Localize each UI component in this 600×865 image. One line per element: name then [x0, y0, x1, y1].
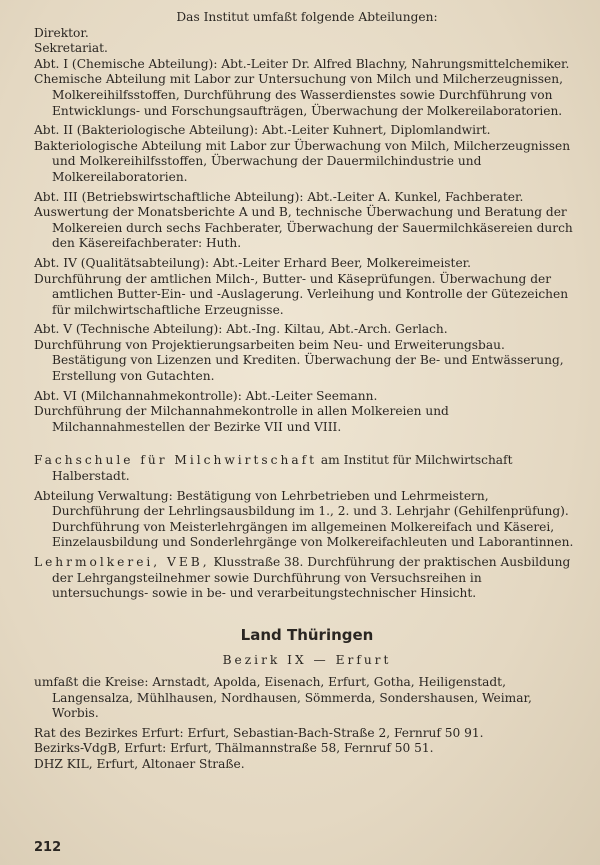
address-dhz: DHZ KIL, Erfurt, Altonaer Straße.: [34, 756, 245, 771]
abt-6-title: Abt. VI (Milchannahmekontrolle): Abt.-Leiter Seemann.: [34, 388, 378, 403]
spacer: [34, 439, 580, 453]
abt-1-desc: Chemische Abteilung mit Labor zur Untersuchung von Milch und Milcherzeugnissen, Molkereihilfsstoffen, Durchführung des Wasserdienstes sowie Durchführung von Entwicklungs- und Forschungsaufträgen, Überwachung der Molkereilaboratorien.: [34, 72, 563, 118]
verwaltung-paragraph: Abteilung Verwaltung: Bestätigung von Lehrbetrieben und Lehrmeistern, Durchführung der Lehrlingsausbildung im 1., 2. und 3. Lehrjahr (Gehilfenprüfung). Durchführung von Meisterlehrgängen im allgemeinen Molkereifach und Käserei, Einzelausbildung und Sonderlehrgänge von Molkereifachleuten und Laborantinnen.: [34, 488, 574, 550]
abt-6-desc: Durchführung der Milchannahmekontrolle in allen Molkereien und Milchannahmestellen der Bezirke VII und VIII.: [34, 404, 449, 434]
abt-5-desc: Durchführung von Projektierungsarbeiten beim Neu- und Erweiterungsbau. Bestätigung von Lizenzen und Krediten. Überwachung der Be- und Entwässerung, Erstellung von Gutachten.: [34, 337, 564, 384]
abt-2-desc: Bakteriologische Abteilung mit Labor zur Überwachung von Milch, Milcherzeugnissen und Molkereihilfsstoffen, Überwachung der Dauermilchindustrie und Molkereilaboratorien.: [34, 138, 571, 184]
abt-2-title: Abt. II (Bakteriologische Abteilung): Abt.-Leiter Kuhnert, Diplomlandwirt.: [34, 123, 491, 138]
abt-5-title: Abt. V (Technische Abteilung): Abt.-Ing. Kiltau, Abt.-Arch. Gerlach.: [34, 322, 448, 337]
address-vdgb: Bezirks-VdgB, Erfurt: Erfurt, Thälmannstraße 58, Fernruf 50 51.: [34, 741, 434, 756]
fachschule-paragraph: [34, 453, 580, 484]
bezirk-heading: Bezirk IX — Erfurt: [222, 653, 392, 668]
section-header: Das Institut umfaßt folgende Abteilungen:: [176, 10, 438, 24]
page-number: 212: [34, 840, 62, 855]
abt-4-desc: Durchführung der amtlichen Milch-, Butter- und Käseprüfungen. Überwachung der amtlichen Butter-Ein- und -Auslagerung. Verleihung und Kontrolle der Gütezeichen für milchwirtschaftliche Erzeugnisse.: [34, 271, 569, 317]
abt-3-title: Abt. III (Betriebswirtschaftliche Abteilung): Abt.-Leiter A. Kunkel, Fachberater.: [34, 189, 524, 204]
fachschule-rest: am Institut für Milchwirtschaft Halberstadt.: [52, 453, 513, 484]
address-rat: Rat des Bezirkes Erfurt: Erfurt, Sebastian-Bach-Straße 2, Fernruf 50 91.: [34, 725, 484, 740]
lehrmolkerei-name: Lehrmolkerei, VEB,: [34, 555, 210, 569]
document-page: [34, 10, 580, 773]
land-heading: Land Thüringen: [240, 625, 374, 644]
direktor-line: Direktor.: [34, 25, 89, 40]
sekretariat-line: Sekretariat.: [34, 41, 108, 56]
lehrmolkerei-rest: Klusstraße 38. Durchführung der praktischen Ausbildung der Lehrgangsteilnehmer sowie Durchführung von Versuchsreihen in untersuchungs- sowie in be- und verarbeitungstechnischer Hinsicht.: [52, 555, 571, 601]
abt-3-desc: Auswertung der Monatsberichte A und B, technische Überwachung und Beratung der Molkereien durch sechs Fachberater, Überwachung der Sauermilchkäsereien durch den Käsereifachberater: Huth.: [34, 205, 573, 251]
lehrmolkerei-paragraph: [34, 555, 580, 602]
abt-1-title: Abt. I (Chemische Abteilung): Abt.-Leiter Dr. Alfred Blachny, Nahrungsmittelchemiker.: [34, 56, 570, 71]
fachschule-name: Fachschule für Milchwirtschaft: [34, 453, 317, 468]
abt-4-title: Abt. IV (Qualitätsabteilung): Abt.-Leiter Erhard Beer, Molkereimeister.: [34, 255, 472, 270]
kreise-paragraph: umfaßt die Kreise: Arnstadt, Apolda, Eisenach, Erfurt, Gotha, Heiligenstadt, Langensalza, Mühlhausen, Nordhausen, Sömmerda, Sondershausen, Weimar, Worbis.: [34, 674, 532, 721]
